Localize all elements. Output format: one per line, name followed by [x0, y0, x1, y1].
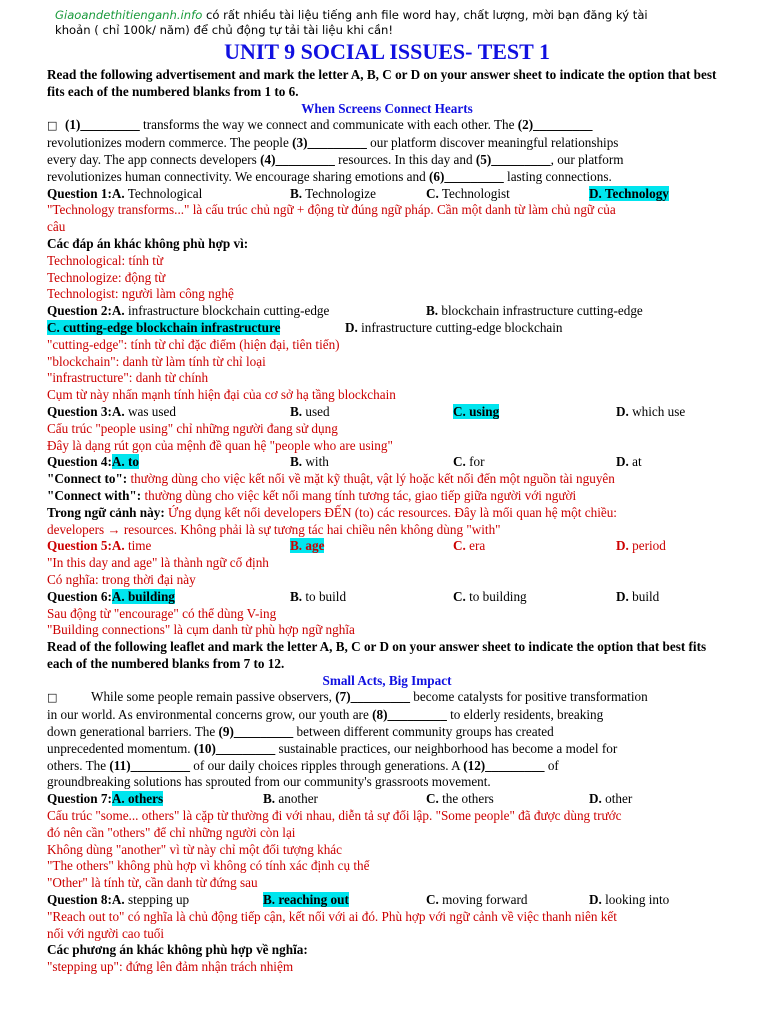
answer-highlight: A. others	[111, 791, 164, 807]
answer-highlight: B. reaching out	[263, 892, 349, 908]
question-7-options: Question 7:A. others B. another C. the others D. other	[47, 791, 633, 807]
question-3-options: Question 3:A. was used B. used C. using D. which use	[47, 403, 686, 419]
answer-highlight: A. to	[111, 454, 139, 470]
answer-highlight: C. using	[453, 403, 500, 419]
answer-highlight: C. cutting-edge blockchain infrastructure	[47, 319, 281, 335]
question-5-options: Question 5:A. time B. age C. era D. period	[47, 538, 666, 554]
passage-2: □ While some people remain passive observers, (7)_________ become catalysts for positive transformation in our world. As environmental concerns grow, our youth are (8)_________ to elderly residents, breaking down generational barriers. The (9)_________ between different community groups has created unprecedented momentum. (10)_________ sustainable practices, our neighborhood has become a model for others. The (11)_________ of our daily choices ripples through generations. A (12)_________ of groundbreaking solutions has sprouted from our community's grassroots movement.	[47, 689, 648, 790]
page-title: UNIT 9 SOCIAL ISSUES- TEST 1	[224, 39, 550, 64]
answer-highlight: A. building	[111, 588, 175, 604]
document-page: Giaoandethitienganh.info có rất nhiều tài liệu tiếng anh file word hay, chất lượng, mời bạn đăng ký tài khoản ( chỉ 100k/ năm) để chủ động tự tải tài liệu khi cần! UNIT 9 SOCIAL ISSUES- TEST 1 Read the following advertisement and mark the letter A, B, C or D on your answer sheet to indicate the option that best fits each of the numbered blanks from 1 to 6. When Screens Connect Hearts □ (1)_________ transforms the way we connect and communicate with each other. The (2)_________ revolutionizes modern commerce. The people (3)_________ our platform discover meaningful relationships every day. The app connects developers (4)_________ resources. In this day and (5)_________, our platform revolutionizes human connectivity. We encourage sharing emotions and (6)_________ lasting connections. Question 1:A. Technological B. Technologize C. Technologist D. Technology "Technology transforms..." là cấu trúc chủ ngữ + động từ đúng ngữ pháp. Cần một danh từ làm chủ ngữ của câu Các đáp án khác không phù hợp vì: Technological: tính từ Technologize: động từ Technologist: người làm công nghệ Question 2:A. infrastructure blockchain cutting-edge B. blockchain infrastructure cutting-edge C. cutting-edge blockchain infrastructure D. infrastructure cutting-edge blockchain "cutting-edge": tính từ chỉ đặc điểm (hiện đại, tiên tiến) "blockchain": danh từ làm tính từ chỉ loại "infrastructure": danh từ chính Cụm từ này nhấn mạnh tính hiện đại của cơ sở hạ tầng blockchain Question 3:A. was used B. used C. using D. which use Cấu trúc "people using" chỉ những người đang sử dụng Đây là dạng rút gọn của mệnh đề quan hệ "people who are using" Question 4:A. to B. with C. for D. at "Connect to": thường dùng cho việc kết nối về mặt kỹ thuật, vật lý hoặc kết nối đến một nguồn tài nguyên "Connect with": thường dùng cho việc kết nối mang tính tương tác, giao tiếp giữa người với người Trong ngữ cảnh này: Ứng dụng kết nối developers ĐẾN (to) các resources. Đây là mối quan hệ một chiều: developers → resources. Không phải là sự tương tác hai chiều nên không dùng "with" Question 5:A. time B. age C. era D. period "In this day and age" là thành ngữ cố định Có nghĩa: trong thời đại này Question 6:A. building B. to build C. to building D. build Sau động từ "encourage" có thể dùng V-ing "Building connections" là cụm danh từ phù hợp ngữ nghĩa Read of the following leaflet and mark the letter A, B, C or D on your answer sheet to indicate the option that best fits each of the numbered blanks from 7 to 12. Small Acts, Big Impact □ While some people remain passive observers, (7)_________ become catalysts for positive transformation in our world. As environmental concerns grow, our youth are (8)_________ to elderly residents, breaking down generational barriers. The (9)_________ between different community groups has created unprecedented momentum. (10)_________ sustainable practices, our neighborhood has become a model for others. The (11)_________ of our daily choices ripples through generations. A (12)_________ of groundbreaking solutions has sprouted from our community's grassroots movement. Question 7:A. others B. another C. the others D. other Cấu trúc "some... others" là cặp từ thường đi với nhau, diễn tả sự đối lập. "Some people" đã được dùng trước đó nên cần "others" để chỉ những người còn lại Không dùng "another" vì từ này chỉ một đối tượng khác "The others" không phù hợp vì không có tính xác định cụ thể "Other" là tính từ, cần danh từ đứng sau Question 8:A. stepping up B. reaching out C. moving forward D. looking into "Reach out to" có nghĩa là chủ động tiếp cận, kết nối với ai đó. Phù hợp với ngữ cảnh về việc thanh niên kết nối với người cao tuổi Các phương án khác không phù hợp về nghĩa: "stepping up": đứng lên đảm nhận trách nhiệm	[47, 8, 727, 976]
question-8-options: Question 8:A. stepping up B. reaching out C. moving forward D. looking into	[47, 892, 670, 908]
answer-highlight: B. age	[290, 538, 325, 554]
bullet-icon: □	[47, 691, 58, 705]
site-header: Giaoandethitienganh.info có rất nhiều tài liệu tiếng anh file word hay, chất lượng, mời bạn đăng ký tài khoản ( chỉ 100k/ năm) để chủ động tự tải tài liệu khi cần!	[55, 8, 648, 37]
question-2-options: Question 2:A. infrastructure blockchain cutting-edge B. blockchain infrastructure cutting-edge	[47, 303, 643, 319]
answer-highlight: D. Technology	[589, 185, 669, 201]
question-6-options: Question 6:A. building B. to build C. to building D. build	[47, 588, 660, 604]
section2-instruction: Read of the following leaflet and mark the letter A, B, C or D on your answer sheet to indicate the option that best fits each of the numbered blanks from 7 to 12.	[47, 639, 707, 671]
section1-subtitle: When Screens Connect Hearts	[301, 100, 473, 116]
section1-instruction: Read the following advertisement and mark the letter A, B, C or D on your answer sheet to indicate the option that best fits each of the numbered blanks from 1 to 6.	[47, 67, 717, 99]
question-1-options: Question 1:A. Technological B. Technologize C. Technologist D. Technology	[47, 185, 669, 201]
passage-1: □ (1)_________ transforms the way we connect and communicate with each other. The (2)_________ revolutionizes modern commerce. The people (3)_________ our platform discover meaningful relationships every day. The app connects developers (4)_________ resources. In this day and (5)_________, our platform revolutionizes human connectivity. We encourage sharing emotions and (6)_________ lasting connections.	[47, 117, 624, 184]
section2-subtitle: Small Acts, Big Impact	[322, 672, 452, 688]
question-4-options: Question 4:A. to B. with C. for D. at	[47, 454, 642, 470]
site-link[interactable]: Giaoandethitienganh.info	[55, 8, 203, 22]
bullet-icon: □	[47, 119, 58, 133]
